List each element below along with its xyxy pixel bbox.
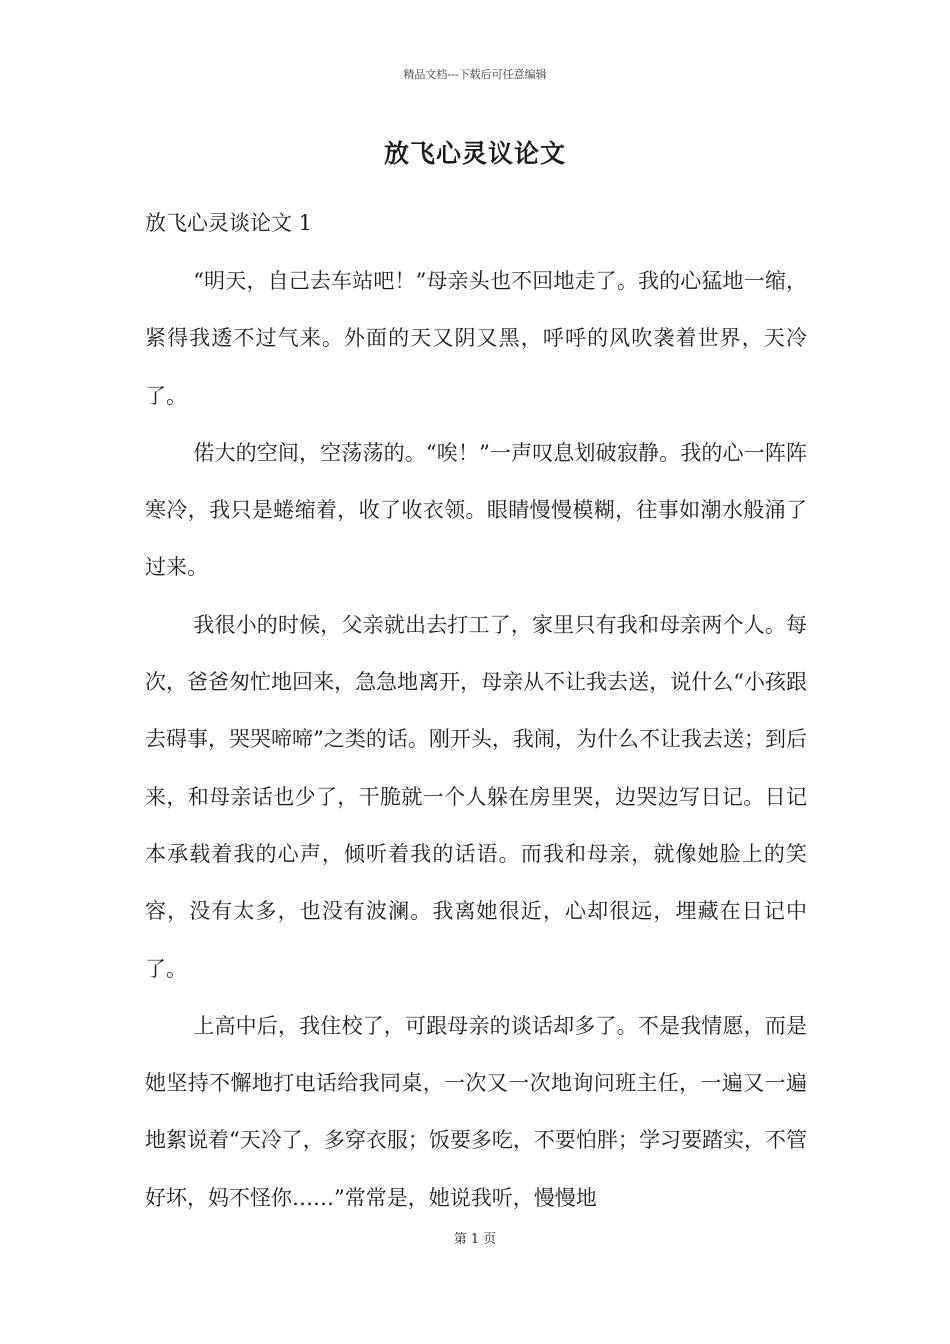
paragraph: 偌大的空间，空荡荡的。“唉！”一声叹息划破寂静。我的心一阵阵寒冷，我只是蜷缩着，收了收衣领。眼睛慢慢模糊，往事如潮水般涌了过来。 — [145, 440, 807, 580]
page-number: 第 1 页 — [453, 1232, 497, 1247]
paragraph: 上高中后，我住校了，可跟母亲的谈话却多了。不是我情愿，而是她坚持不懈地打电话给我同桌，一次又一次地询问班主任，一遍又一遍地絮说着“天冷了，多穿衣服；饭要多吃，不要怕胖；学习要踏实，不管好坏，妈不怪你……”常常是，她说我听，慢慢地 — [145, 1013, 807, 1210]
document-body — [145, 253, 807, 1227]
header-note: 精品文档---下载后可任意编辑 — [403, 68, 547, 81]
document-title: 放飞心灵议论文 — [383, 139, 566, 168]
paragraph: 我很小的时候，父亲就出去打工了，家里只有我和母亲两个人。每次，爸爸匆忙地回来，急急地离开，母亲从不让我去送，说什么“小孩跟去碍事，哭哭啼啼”之类的话。刚开头，我闹，为什么不让我去送；到后来，和母亲话也少了，干脆就一个人躲在房里哭，边哭边写日记。日记本承载着我的心声，倾听着我的话语。而我和母亲，就像她脸上的笑容，没有太多，也没有波澜。我离她很近，心却很远，埋藏在日记中了。 — [145, 612, 807, 981]
paragraph: “明天，自己去车站吧！”母亲头也不回地走了。我的心猛地一缩，紧得我透不过气来。外面的天又阴又黑，呼呼的风吹袭着世界，天冷了。 — [145, 269, 807, 408]
document-subtitle: 放飞心灵谈论文 1 — [145, 211, 313, 235]
